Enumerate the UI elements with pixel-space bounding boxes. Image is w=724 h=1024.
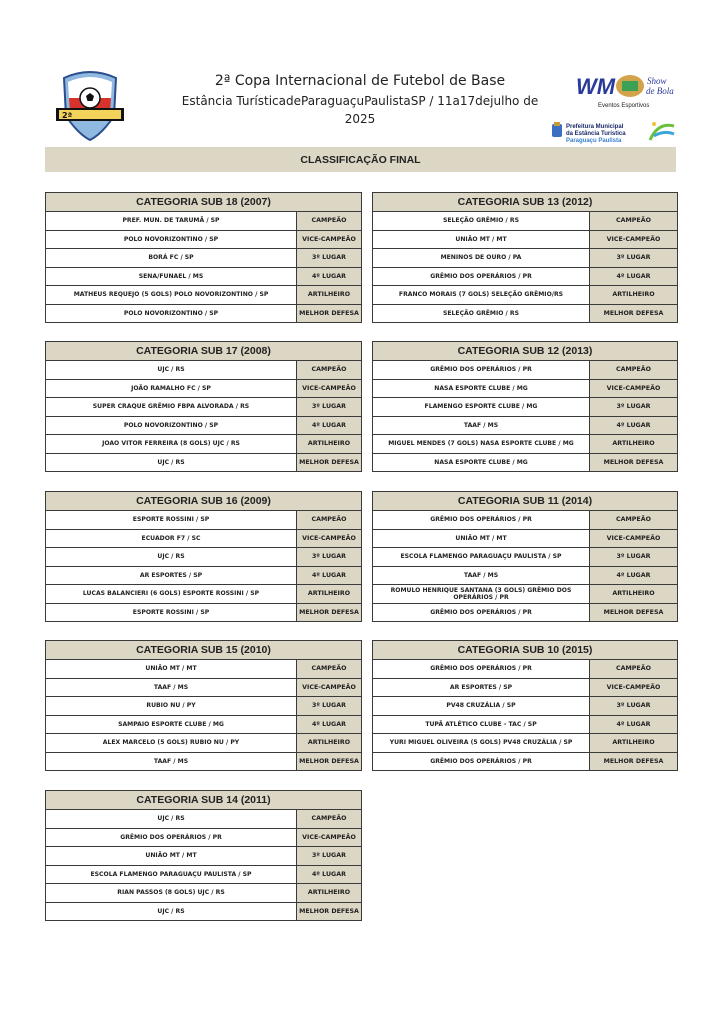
table-row xyxy=(46,847,361,866)
team-cell: SAMPAIO ESPORTE CLUBE / MG xyxy=(46,716,296,734)
placement-cell: 3º LUGAR xyxy=(296,398,361,416)
placement-cell: 3º LUGAR xyxy=(589,548,677,566)
team-cell: YURI MIGUEL OLIVEIRA (5 GOLS) PV48 CRUZÁLIA / SP xyxy=(373,734,589,752)
event-title: 2ª Copa Internacional de Futebol de Base xyxy=(214,73,506,89)
header-title-block xyxy=(170,72,550,128)
team-cell: MIGUEL MENDES (7 GOLS) NASA ESPORTE CLUBE / MG xyxy=(373,435,589,453)
team-cell: SELEÇÃO GRÊMIO / RS xyxy=(373,305,589,323)
category-title: CATEGORIA SUB 18 (2007) xyxy=(46,193,361,212)
category-title: CATEGORIA SUB 12 (2013) xyxy=(373,342,677,361)
placement-cell: 4º LUGAR xyxy=(296,268,361,286)
svg-text:2ª: 2ª xyxy=(62,111,73,120)
placement-cell: MELHOR DEFESA xyxy=(296,454,361,472)
category-title: CATEGORIA SUB 16 (2009) xyxy=(46,492,361,511)
table-row xyxy=(46,249,361,268)
placement-cell: 4º LUGAR xyxy=(589,567,677,585)
table-row xyxy=(46,660,361,679)
team-cell: SELEÇÃO GRÊMIO / RS xyxy=(373,212,589,230)
table-row xyxy=(46,530,361,549)
table-row xyxy=(46,398,361,417)
table-row xyxy=(373,249,677,268)
placement-cell: 4º LUGAR xyxy=(589,268,677,286)
placement-cell: 3º LUGAR xyxy=(296,249,361,267)
table-row xyxy=(46,734,361,753)
team-cell: UJC / RS xyxy=(46,361,296,379)
team-cell: POLO NOVORIZONTINO / SP xyxy=(46,417,296,435)
table-row xyxy=(373,417,677,436)
team-cell: JOÃO RAMALHO FC / SP xyxy=(46,380,296,398)
team-cell: MATHEUS REQUEJO (5 GOLS) POLO NOVORIZONTINO / SP xyxy=(46,286,296,304)
team-cell: AR ESPORTES / SP xyxy=(373,679,589,697)
team-cell: UNIÃO MT / MT xyxy=(46,660,296,678)
table-row xyxy=(373,734,677,753)
svg-text:Paraguaçu Paulista: Paraguaçu Paulista xyxy=(566,138,622,144)
table-row xyxy=(46,361,361,380)
placement-cell: 3º LUGAR xyxy=(296,697,361,715)
team-cell: MENINOS DE OURO / PA xyxy=(373,249,589,267)
table-row xyxy=(46,716,361,735)
table-row xyxy=(46,810,361,829)
placement-cell: MELHOR DEFESA xyxy=(296,305,361,323)
final-classification-banner xyxy=(45,147,676,172)
table-row xyxy=(46,417,361,436)
placement-cell: ARTILHEIRO xyxy=(296,734,361,752)
table-row xyxy=(373,753,677,771)
team-cell: PREF. MUN. DE TARUMÃ / SP xyxy=(46,212,296,230)
table-row xyxy=(46,454,361,472)
placement-cell: CAMPEÃO xyxy=(296,660,361,678)
placement-cell: ARTILHEIRO xyxy=(296,884,361,902)
category-title: CATEGORIA SUB 10 (2015) xyxy=(373,641,677,660)
placement-cell: VICE-CAMPEÃO xyxy=(589,530,677,548)
placement-cell: 4º LUGAR xyxy=(296,567,361,585)
team-cell: UJC / RS xyxy=(46,548,296,566)
placement-cell: 4º LUGAR xyxy=(589,417,677,435)
team-cell: BORÁ FC / SP xyxy=(46,249,296,267)
table-row xyxy=(373,716,677,735)
team-cell: ESCOLA FLAMENGO PARAGUAÇU PAULISTA / SP xyxy=(373,548,589,566)
placement-cell: VICE-CAMPEÃO xyxy=(589,679,677,697)
category-table xyxy=(45,341,362,472)
table-row xyxy=(46,286,361,305)
team-cell: AR ESPORTES / SP xyxy=(46,567,296,585)
team-cell: GRÊMIO DOS OPERÁRIOS / PR xyxy=(46,829,296,847)
placement-cell: CAMPEÃO xyxy=(296,810,361,828)
svg-text:da Estância Turística: da Estância Turística xyxy=(566,131,626,137)
category-title: CATEGORIA SUB 17 (2008) xyxy=(46,342,361,361)
table-row xyxy=(46,548,361,567)
team-cell: ALEX MARCELO (5 GOLS) RUBIO NU / PY xyxy=(46,734,296,752)
svg-text:de Bola: de Bola xyxy=(646,86,674,96)
placement-cell: ARTILHEIRO xyxy=(296,435,361,453)
team-cell: TAAF / MS xyxy=(373,567,589,585)
placement-cell: CAMPEÃO xyxy=(589,361,677,379)
table-row xyxy=(46,866,361,885)
team-cell: UJC / RS xyxy=(46,903,296,921)
category-table xyxy=(45,491,362,622)
placement-cell: 3º LUGAR xyxy=(589,398,677,416)
table-row xyxy=(46,829,361,848)
table-row xyxy=(373,361,677,380)
placement-cell: ARTILHEIRO xyxy=(589,286,677,304)
table-row xyxy=(46,268,361,287)
team-cell: PV48 CRUZÁLIA / SP xyxy=(373,697,589,715)
placement-cell: 3º LUGAR xyxy=(589,697,677,715)
team-cell: GRÊMIO DOS OPERÁRIOS / PR xyxy=(373,660,589,678)
category-table xyxy=(372,491,678,622)
team-cell: LUCAS BALANCIERI (6 GOLS) ESPORTE ROSSINI / SP xyxy=(46,585,296,603)
category-title: CATEGORIA SUB 15 (2010) xyxy=(46,641,361,660)
placement-cell: ARTILHEIRO xyxy=(589,435,677,453)
wm-show-de-bola-logo xyxy=(574,72,678,112)
table-row xyxy=(373,286,677,305)
team-cell: ESPORTE ROSSINI / SP xyxy=(46,511,296,529)
placement-cell: MELHOR DEFESA xyxy=(589,305,677,323)
team-cell: UNIÃO MT / MT xyxy=(46,847,296,865)
category-table xyxy=(45,790,362,921)
table-row xyxy=(373,380,677,399)
table-row xyxy=(46,231,361,250)
placement-cell: 4º LUGAR xyxy=(296,417,361,435)
team-cell: NASA ESPORTE CLUBE / MG xyxy=(373,454,589,472)
team-cell: UNIÃO MT / MT xyxy=(373,231,589,249)
team-cell: UJC / RS xyxy=(46,454,296,472)
table-row xyxy=(373,604,677,622)
category-table xyxy=(372,640,678,771)
copa-centenaria-logo xyxy=(50,68,130,142)
placement-cell: VICE-CAMPEÃO xyxy=(296,231,361,249)
placement-cell: MELHOR DEFESA xyxy=(589,753,677,771)
svg-text:Show: Show xyxy=(647,76,667,86)
team-cell: RIAN PASSOS (8 GOLS) UJC / RS xyxy=(46,884,296,902)
placement-cell: CAMPEÃO xyxy=(589,660,677,678)
placement-cell: VICE-CAMPEÃO xyxy=(589,380,677,398)
team-cell: ROMULO HENRIQUE SANTANA (3 GOLS) GRÊMIO DOS OPERÁRIOS / PR xyxy=(373,585,589,603)
table-row xyxy=(373,548,677,567)
table-row xyxy=(46,567,361,586)
placement-cell: MELHOR DEFESA xyxy=(296,753,361,771)
team-cell: ESPORTE ROSSINI / SP xyxy=(46,604,296,622)
placement-cell: VICE-CAMPEÃO xyxy=(296,530,361,548)
table-row xyxy=(46,380,361,399)
table-row xyxy=(373,268,677,287)
team-cell: POLO NOVORIZONTINO / SP xyxy=(46,305,296,323)
placement-cell: CAMPEÃO xyxy=(589,212,677,230)
category-table xyxy=(45,640,362,771)
table-row xyxy=(373,305,677,323)
team-cell: RUBIO NU / PY xyxy=(46,697,296,715)
table-row xyxy=(373,679,677,698)
svg-text:WM: WM xyxy=(576,74,616,99)
placement-cell: VICE-CAMPEÃO xyxy=(296,679,361,697)
placement-cell: CAMPEÃO xyxy=(296,511,361,529)
svg-text:Eventos Esportivos: Eventos Esportivos xyxy=(598,103,650,109)
placement-cell: 4º LUGAR xyxy=(296,716,361,734)
category-title: CATEGORIA SUB 11 (2014) xyxy=(373,492,677,511)
placement-cell: MELHOR DEFESA xyxy=(589,454,677,472)
placement-cell: MELHOR DEFESA xyxy=(589,604,677,622)
placement-cell: CAMPEÃO xyxy=(296,212,361,230)
table-row xyxy=(46,679,361,698)
category-table xyxy=(372,341,678,472)
team-cell: POLO NOVORIZONTINO / SP xyxy=(46,231,296,249)
table-row xyxy=(373,454,677,472)
table-row xyxy=(46,511,361,530)
table-row xyxy=(46,697,361,716)
team-cell: ECUADOR F7 / SC xyxy=(46,530,296,548)
prefeitura-paraguacu-logo xyxy=(550,118,678,146)
placement-cell: ARTILHEIRO xyxy=(589,585,677,603)
team-cell: GRÊMIO DOS OPERÁRIOS / PR xyxy=(373,511,589,529)
placement-cell: ARTILHEIRO xyxy=(296,585,361,603)
table-row xyxy=(373,660,677,679)
table-row xyxy=(373,697,677,716)
category-table xyxy=(45,192,362,323)
placement-cell: CAMPEÃO xyxy=(589,511,677,529)
table-row xyxy=(373,530,677,549)
team-cell: TAAF / MS xyxy=(373,417,589,435)
event-subtitle: Estância TurísticadeParaguaçuPaulistaSP / 11a17dejulho de 2025 xyxy=(181,94,539,126)
table-row xyxy=(373,585,677,604)
placement-cell: 3º LUGAR xyxy=(589,249,677,267)
placement-cell: MELHOR DEFESA xyxy=(296,903,361,921)
placement-cell: ARTILHEIRO xyxy=(296,286,361,304)
table-row xyxy=(373,398,677,417)
team-cell: UNIÃO MT / MT xyxy=(373,530,589,548)
table-row xyxy=(46,884,361,903)
svg-text:Prefeitura Municipal: Prefeitura Municipal xyxy=(566,124,624,130)
team-cell: SENA/FUNAEL / MS xyxy=(46,268,296,286)
placement-cell: MELHOR DEFESA xyxy=(296,604,361,622)
team-cell: GRÊMIO DOS OPERÁRIOS / PR xyxy=(373,361,589,379)
table-row xyxy=(373,511,677,530)
table-row xyxy=(373,435,677,454)
team-cell: TAAF / MS xyxy=(46,679,296,697)
team-cell: JOAO VITOR FERREIRA (8 GOLS) UJC / RS xyxy=(46,435,296,453)
placement-cell: 3º LUGAR xyxy=(296,548,361,566)
placement-cell: 4º LUGAR xyxy=(589,716,677,734)
team-cell: TUPÃ ATLÉTICO CLUBE - TAC / SP xyxy=(373,716,589,734)
table-row xyxy=(46,212,361,231)
team-cell: GRÊMIO DOS OPERÁRIOS / PR xyxy=(373,753,589,771)
placement-cell: 3º LUGAR xyxy=(296,847,361,865)
banner-title: CLASSIFICAÇÃO FINAL xyxy=(300,153,421,166)
placement-cell: 4º LUGAR xyxy=(296,866,361,884)
team-cell: GRÊMIO DOS OPERÁRIOS / PR xyxy=(373,268,589,286)
placement-cell: ARTILHEIRO xyxy=(589,734,677,752)
team-cell: ESCOLA FLAMENGO PARAGUAÇU PAULISTA / SP xyxy=(46,866,296,884)
placement-cell: VICE-CAMPEÃO xyxy=(296,829,361,847)
table-row xyxy=(46,604,361,622)
team-cell: FLAMENGO ESPORTE CLUBE / MG xyxy=(373,398,589,416)
team-cell: NASA ESPORTE CLUBE / MG xyxy=(373,380,589,398)
team-cell: UJC / RS xyxy=(46,810,296,828)
team-cell: SUPER CRAQUE GRÊMIO FBPA ALVORADA / RS xyxy=(46,398,296,416)
placement-cell: CAMPEÃO xyxy=(296,361,361,379)
category-table xyxy=(372,192,678,323)
table-row xyxy=(46,753,361,771)
team-cell: TAAF / MS xyxy=(46,753,296,771)
table-row xyxy=(46,435,361,454)
table-row xyxy=(373,567,677,586)
placement-cell: VICE-CAMPEÃO xyxy=(296,380,361,398)
team-cell: GRÊMIO DOS OPERÁRIOS / PR xyxy=(373,604,589,622)
team-cell: FRANCO MORAIS (7 GOLS) SELEÇÃO GRÊMIO/RS xyxy=(373,286,589,304)
table-row xyxy=(373,231,677,250)
table-row xyxy=(373,212,677,231)
category-title: CATEGORIA SUB 13 (2012) xyxy=(373,193,677,212)
table-row xyxy=(46,585,361,604)
table-row xyxy=(46,903,361,921)
table-row xyxy=(46,305,361,323)
category-title: CATEGORIA SUB 14 (2011) xyxy=(46,791,361,810)
placement-cell: VICE-CAMPEÃO xyxy=(589,231,677,249)
